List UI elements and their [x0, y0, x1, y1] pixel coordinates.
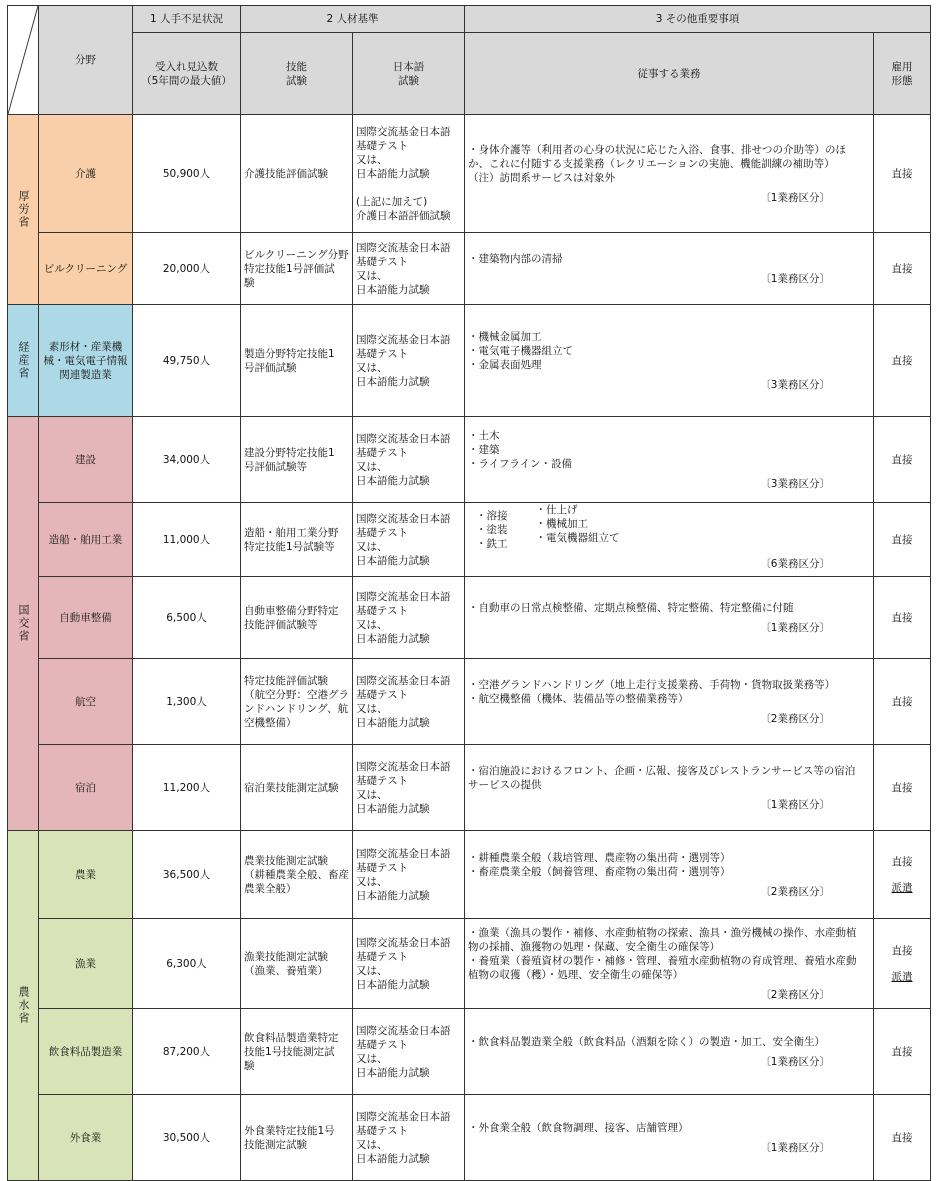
japanese-test-line: 国際交流基金日本語 [356, 847, 451, 860]
skill-test-cell [241, 831, 353, 919]
japanese-test-cell [353, 659, 465, 745]
duty-line: ・漁業（漁具の製作・補修、水産動植物の探索、漁具・漁労機械の操作、水産動植 [468, 926, 857, 939]
header-duties: 従事する業務 [465, 33, 874, 115]
skill-test-line: 技能測定試験 [244, 1138, 307, 1151]
duty-line: ・航空機整備（機体、装備品等の整備業務等） [468, 692, 689, 705]
header-group1: 1 人手不足状況 [133, 6, 241, 33]
employment-direct: 直接 [891, 453, 913, 466]
intake-cell: 34,000人 [133, 417, 241, 503]
japanese-test-line: 国際交流基金日本語 [356, 936, 451, 949]
japanese-test-cell [353, 919, 465, 1009]
employment-cell [874, 305, 931, 417]
skill-test-line: 空機整備） [244, 716, 297, 729]
duty-line: か、これに付随する支援業務（レクリエーションの実施、機能訓練の補助等） [468, 157, 835, 170]
category-count: 〔3業務区分〕 [760, 378, 830, 391]
employment-direct: 直接 [891, 533, 913, 546]
japanese-test-line: 又は、 [356, 702, 388, 715]
skill-test-cell [241, 305, 353, 417]
skill-test-line: 自動車整備分野特定 [244, 604, 339, 617]
skill-test-cell [241, 503, 353, 577]
japanese-test-line: 国際交流基金日本語 [356, 432, 451, 445]
duties-cell [465, 1009, 874, 1095]
ministry-keisan: 経産省 [8, 305, 39, 417]
skill-test-line: （航空分野：空港グラ [244, 688, 349, 701]
skill-test-cell [241, 1009, 353, 1095]
employment-direct: 直接 [891, 855, 913, 868]
intake-cell: 11,200人 [133, 745, 241, 831]
japanese-test-cell [353, 233, 465, 305]
duty-line: ・仕上げ [535, 503, 578, 516]
duty-line: 物の採捕、漁獲物の処理・保蔵、安全衛生の確保等） [468, 940, 720, 953]
japanese-test-line: 日本語能力試験 [356, 716, 430, 729]
japanese-test-line: 又は、 [356, 788, 388, 801]
table-row [8, 1095, 931, 1181]
japanese-test-line: 日本語能力試験 [356, 283, 430, 296]
skill-test-line: 農業全般） [244, 882, 297, 895]
table-row [8, 503, 931, 577]
duties-cell [465, 831, 874, 919]
intake-cell: 6,500人 [133, 577, 241, 659]
skill-test-cell [241, 577, 353, 659]
field-line: 素形材・産業機 [48, 340, 123, 353]
header-group2: 2 人材基準 [241, 6, 465, 33]
japanese-test-line: 基礎テスト [356, 861, 409, 874]
diagonal-line [8, 6, 38, 114]
table-row [8, 831, 931, 919]
table-row [8, 115, 931, 233]
field-cell: 飲食料品製造業 [39, 1009, 133, 1095]
employment-dispatch: 派遣 [891, 881, 913, 894]
header-skill-test: 技能 試験 [241, 33, 353, 115]
skill-test-line: 漁業技能測定試験 [244, 950, 328, 963]
field-cell: 漁業 [39, 919, 133, 1009]
category-count: 〔2業務区分〕 [760, 885, 830, 898]
japanese-test-line: 基礎テスト [356, 1124, 409, 1137]
skill-test-line: （耕種農業全般、畜産 [244, 868, 349, 881]
header-group3: 3 その他重要事項 [465, 6, 931, 33]
employment-cell [874, 115, 931, 233]
duties-cell [465, 305, 874, 417]
skill-test-line: 造船・舶用工業分野 [244, 526, 339, 539]
japanese-test-line: 日本語能力試験 [356, 167, 430, 180]
skill-test-cell [241, 417, 353, 503]
japanese-test-line: 又は、 [356, 1138, 388, 1151]
duty-line: ・宿泊施設におけるフロント、企画・広報、接客及びレストランサービス等の宿泊 [468, 764, 856, 777]
intake-cell: 36,500人 [133, 831, 241, 919]
skills-table [7, 5, 931, 1181]
duty-line: ・機械加工 [535, 517, 588, 530]
duty-line: （注）訪問系サービスは対象外 [468, 171, 615, 184]
category-count: 〔1業務区分〕 [760, 1055, 830, 1068]
japanese-test-line: 国際交流基金日本語 [356, 512, 451, 525]
field-cell: 宿泊 [39, 745, 133, 831]
duties-cell [465, 577, 874, 659]
field-line: 関連製造業 [59, 368, 112, 381]
duties-left [476, 509, 508, 551]
japanese-test-cell [353, 745, 465, 831]
ministry-nousui: 農水省 [8, 831, 39, 1181]
field-cell: 農業 [39, 831, 133, 919]
duty-line: ・建築 [468, 443, 500, 456]
japanese-test-line: 基礎テスト [356, 526, 409, 539]
employment-direct: 直接 [891, 1131, 913, 1144]
employment-cell [874, 1009, 931, 1095]
japanese-test-line: 基礎テスト [356, 688, 409, 701]
japanese-test-line: 日本語能力試験 [356, 474, 430, 487]
japanese-test-line: 国際交流基金日本語 [356, 760, 451, 773]
category-count: 〔1業務区分〕 [760, 191, 830, 204]
employment-direct: 直接 [891, 167, 913, 180]
intake-cell: 11,000人 [133, 503, 241, 577]
table-row [8, 659, 931, 745]
duty-line: サービスの提供 [468, 778, 542, 791]
duties-right [536, 503, 620, 551]
intake-cell: 6,300人 [133, 919, 241, 1009]
japanese-test-line: 基礎テスト [356, 446, 409, 459]
employment-direct: 直接 [891, 262, 913, 275]
category-count: 〔1業務区分〕 [760, 272, 830, 285]
table-row [8, 577, 931, 659]
skill-test-line: （漁業、養殖業） [244, 964, 328, 977]
category-count: 〔2業務区分〕 [760, 712, 830, 725]
field-cell [39, 305, 133, 417]
duty-line: 植物の収獲（穫）・処理、安全衛生の確保等） [468, 968, 684, 981]
japanese-test-line: 基礎テスト [356, 774, 409, 787]
category-count: 〔6業務区分〕 [760, 557, 830, 570]
intake-cell: 87,200人 [133, 1009, 241, 1095]
japanese-test-line: 基礎テスト [356, 347, 409, 360]
duty-line: ・耕種農業全般（栽培管理、農産物の集出荷・選別等） [468, 851, 731, 864]
duties-cell [465, 919, 874, 1009]
employment-cell [874, 233, 931, 305]
japanese-test-line: 国際交流基金日本語 [356, 1024, 451, 1037]
header-field: 分野 [39, 6, 133, 115]
japanese-test-line: 又は、 [356, 540, 388, 553]
skill-test-line: 技能評価試験等 [244, 618, 318, 631]
skill-test-cell [241, 745, 353, 831]
skill-test-line: 製造分野特定技能1 [244, 347, 335, 360]
category-count: 〔3業務区分〕 [760, 477, 830, 490]
japanese-test-line: 日本語能力試験 [356, 978, 430, 991]
skill-test-line: 技能1号技能測定試 [244, 1045, 335, 1058]
japanese-test-line: 又は、 [356, 618, 388, 631]
employment-cell [874, 503, 931, 577]
japanese-test-line: 基礎テスト [356, 139, 409, 152]
skill-test-cell [241, 115, 353, 233]
employment-cell [874, 831, 931, 919]
skill-test-cell [241, 1095, 353, 1181]
skill-test-cell [241, 659, 353, 745]
table-row [8, 1009, 931, 1095]
japanese-test-line: 日本語能力試験 [356, 802, 430, 815]
skill-test-line: 特定技能1号試験等 [244, 540, 335, 553]
category-count: 〔1業務区分〕 [760, 1141, 830, 1154]
duties-cell [465, 503, 874, 577]
japanese-test-line: 日本語能力試験 [356, 375, 430, 388]
japanese-test-line: 又は、 [356, 361, 388, 374]
employment-cell [874, 417, 931, 503]
japanese-test-cell [353, 115, 465, 233]
table-row [8, 417, 931, 503]
japanese-test-line: 又は、 [356, 460, 388, 473]
duties-columns [468, 503, 870, 551]
ministry-kokko: 国交省 [8, 417, 39, 831]
skill-test-line: 験 [244, 1059, 255, 1072]
skill-test-line: 農業技能測定試験 [244, 854, 328, 867]
japanese-test-line: 国際交流基金日本語 [356, 241, 451, 254]
skill-test-line: 外食業特定技能1号 [244, 1124, 335, 1137]
field-cell: 造船・舶用工業 [39, 503, 133, 577]
employment-direct: 直接 [891, 354, 913, 367]
skill-test-line: ンドハンドリング、航 [244, 702, 349, 715]
skill-test-line: 験 [244, 276, 255, 289]
japanese-test-line: 日本語能力試験 [356, 632, 430, 645]
japanese-test-cell [353, 503, 465, 577]
duty-line: ・畜産農業全般（飼養管理、畜産物の集出荷・選別等） [468, 865, 731, 878]
skill-test-line: 号評価試験等 [244, 460, 307, 473]
intake-cell: 20,000人 [133, 233, 241, 305]
duty-line: ・ライフライン・設備 [468, 457, 573, 470]
employment-direct: 直接 [891, 611, 913, 624]
header-intake: 受入れ見込数 （5年間の最大値） [133, 33, 241, 115]
japanese-test-cell [353, 305, 465, 417]
duty-line: ・金属表面処理 [468, 358, 542, 371]
skill-test-cell [241, 233, 353, 305]
duty-line: ・自動車の日常点検整備、定期点検整備、特定整備、特定整備に付随 [468, 601, 794, 614]
japanese-test-line: 日本語能力試験 [356, 1066, 430, 1079]
japanese-test-line: 又は、 [356, 153, 388, 166]
employment-cell [874, 919, 931, 1009]
japanese-test-line: 基礎テスト [356, 604, 409, 617]
employment-dispatch: 派遣 [891, 970, 913, 983]
corner-cell [8, 6, 39, 115]
intake-cell: 50,900人 [133, 115, 241, 233]
table-row [8, 745, 931, 831]
skill-test-line: 飲食料品製造業特定 [244, 1031, 339, 1044]
japanese-test-line: 又は、 [356, 1052, 388, 1065]
field-cell: 外食業 [39, 1095, 133, 1181]
skill-test-line: ビルクリーニング分野 [244, 248, 349, 261]
skill-test-line: 特定技能評価試験 [244, 674, 328, 687]
duties-cell [465, 745, 874, 831]
duty-line: ・機械金属加工 [468, 330, 542, 343]
duty-line: ・電気電子機器組立て [468, 344, 573, 357]
japanese-test-cell [353, 831, 465, 919]
duty-line: ・電気機器組立て [535, 531, 620, 544]
japanese-test-line: 国際交流基金日本語 [356, 333, 451, 346]
field-cell: 航空 [39, 659, 133, 745]
skill-test-line: 号評価試験 [244, 361, 297, 374]
intake-cell: 49,750人 [133, 305, 241, 417]
duties-cell [465, 115, 874, 233]
japanese-test-line [356, 181, 461, 195]
header-employment: 雇用 形態 [874, 33, 931, 115]
employment-cell [874, 659, 931, 745]
skill-test-cell [241, 919, 353, 1009]
duty-line: ・鉄工 [476, 537, 508, 550]
table-row [8, 233, 931, 305]
skill-test-line: 特定技能1号評価試 [244, 262, 335, 275]
japanese-test-cell [353, 1009, 465, 1095]
japanese-test-cell [353, 577, 465, 659]
duty-line: ・外食業全般（飲食物調理、接客、店舗管理） [468, 1121, 689, 1134]
employment-cell [874, 1095, 931, 1181]
skill-test-line: 介護技能評価試験 [244, 167, 328, 180]
duty-line: ・建築物内部の清掃 [468, 252, 563, 265]
japanese-test-line: 日本語能力試験 [356, 1152, 430, 1165]
skill-test-line: 建設分野特定技能1 [244, 446, 335, 459]
field-cell: 自動車整備 [39, 577, 133, 659]
table-row [8, 305, 931, 417]
employment-direct: 直接 [891, 781, 913, 794]
duty-line: ・飲食料品製造業全般（飲食料品（酒類を除く）の製造・加工、安全衛生） [468, 1035, 825, 1048]
duties-cell [465, 1095, 874, 1181]
employment-direct: 直接 [891, 1045, 913, 1058]
skill-test-line: 宿泊業技能測定試験 [244, 781, 339, 794]
japanese-test-line: 国際交流基金日本語 [356, 1110, 451, 1123]
japanese-test-line: 基礎テスト [356, 950, 409, 963]
japanese-test-line: 日本語能力試験 [356, 554, 430, 567]
japanese-test-line: 日本語能力試験 [356, 889, 430, 902]
japanese-test-line: 基礎テスト [356, 1038, 409, 1051]
japanese-test-line: 基礎テスト [356, 255, 409, 268]
employment-cell [874, 745, 931, 831]
duty-line: ・身体介護等（利用者の心身の状況に応じた入浴、食事、排せつの介助等）のほ [468, 143, 846, 156]
japanese-test-cell [353, 417, 465, 503]
field-cell: 介護 [39, 115, 133, 233]
duties-cell [465, 417, 874, 503]
intake-cell: 1,300人 [133, 659, 241, 745]
japanese-test-line: 又は、 [356, 269, 388, 282]
field-line: 械・電気電子情報 [43, 354, 128, 367]
duties-cell [465, 659, 874, 745]
japanese-test-line: (上記に加えて) [356, 195, 428, 208]
ministry-kourou: 厚労省 [8, 115, 39, 305]
table-row [8, 919, 931, 1009]
category-count: 〔2業務区分〕 [760, 988, 830, 1001]
duty-line: ・養殖業（養殖資材の製作・補修・管理、養殖水産動植物の育成管理、養殖水産動 [468, 954, 857, 967]
category-count: 〔1業務区分〕 [760, 621, 830, 634]
employment-direct: 直接 [891, 944, 913, 957]
duty-line: ・土木 [468, 429, 500, 442]
field-cell: 建設 [39, 417, 133, 503]
field-cell: ビルクリーニング [39, 233, 133, 305]
japanese-test-line: 又は、 [356, 964, 388, 977]
duty-line: ・塗装 [476, 523, 508, 536]
duty-line: ・空港グランドハンドリング（地上走行支援業務、手荷物・貨物取扱業務等） [468, 678, 836, 691]
duties-cell [465, 233, 874, 305]
employment-cell [874, 577, 931, 659]
category-count: 〔1業務区分〕 [760, 798, 830, 811]
japanese-test-line: 又は、 [356, 875, 388, 888]
japanese-test-line: 国際交流基金日本語 [356, 590, 451, 603]
header-japanese-test: 日本語 試験 [353, 33, 465, 115]
employment-direct: 直接 [891, 695, 913, 708]
duty-line: ・溶接 [476, 509, 508, 522]
intake-cell: 30,500人 [133, 1095, 241, 1181]
japanese-test-cell [353, 1095, 465, 1181]
japanese-test-line: 国際交流基金日本語 [356, 125, 451, 138]
japanese-test-line: 介護日本語評価試験 [356, 209, 451, 222]
japanese-test-line: 国際交流基金日本語 [356, 674, 451, 687]
